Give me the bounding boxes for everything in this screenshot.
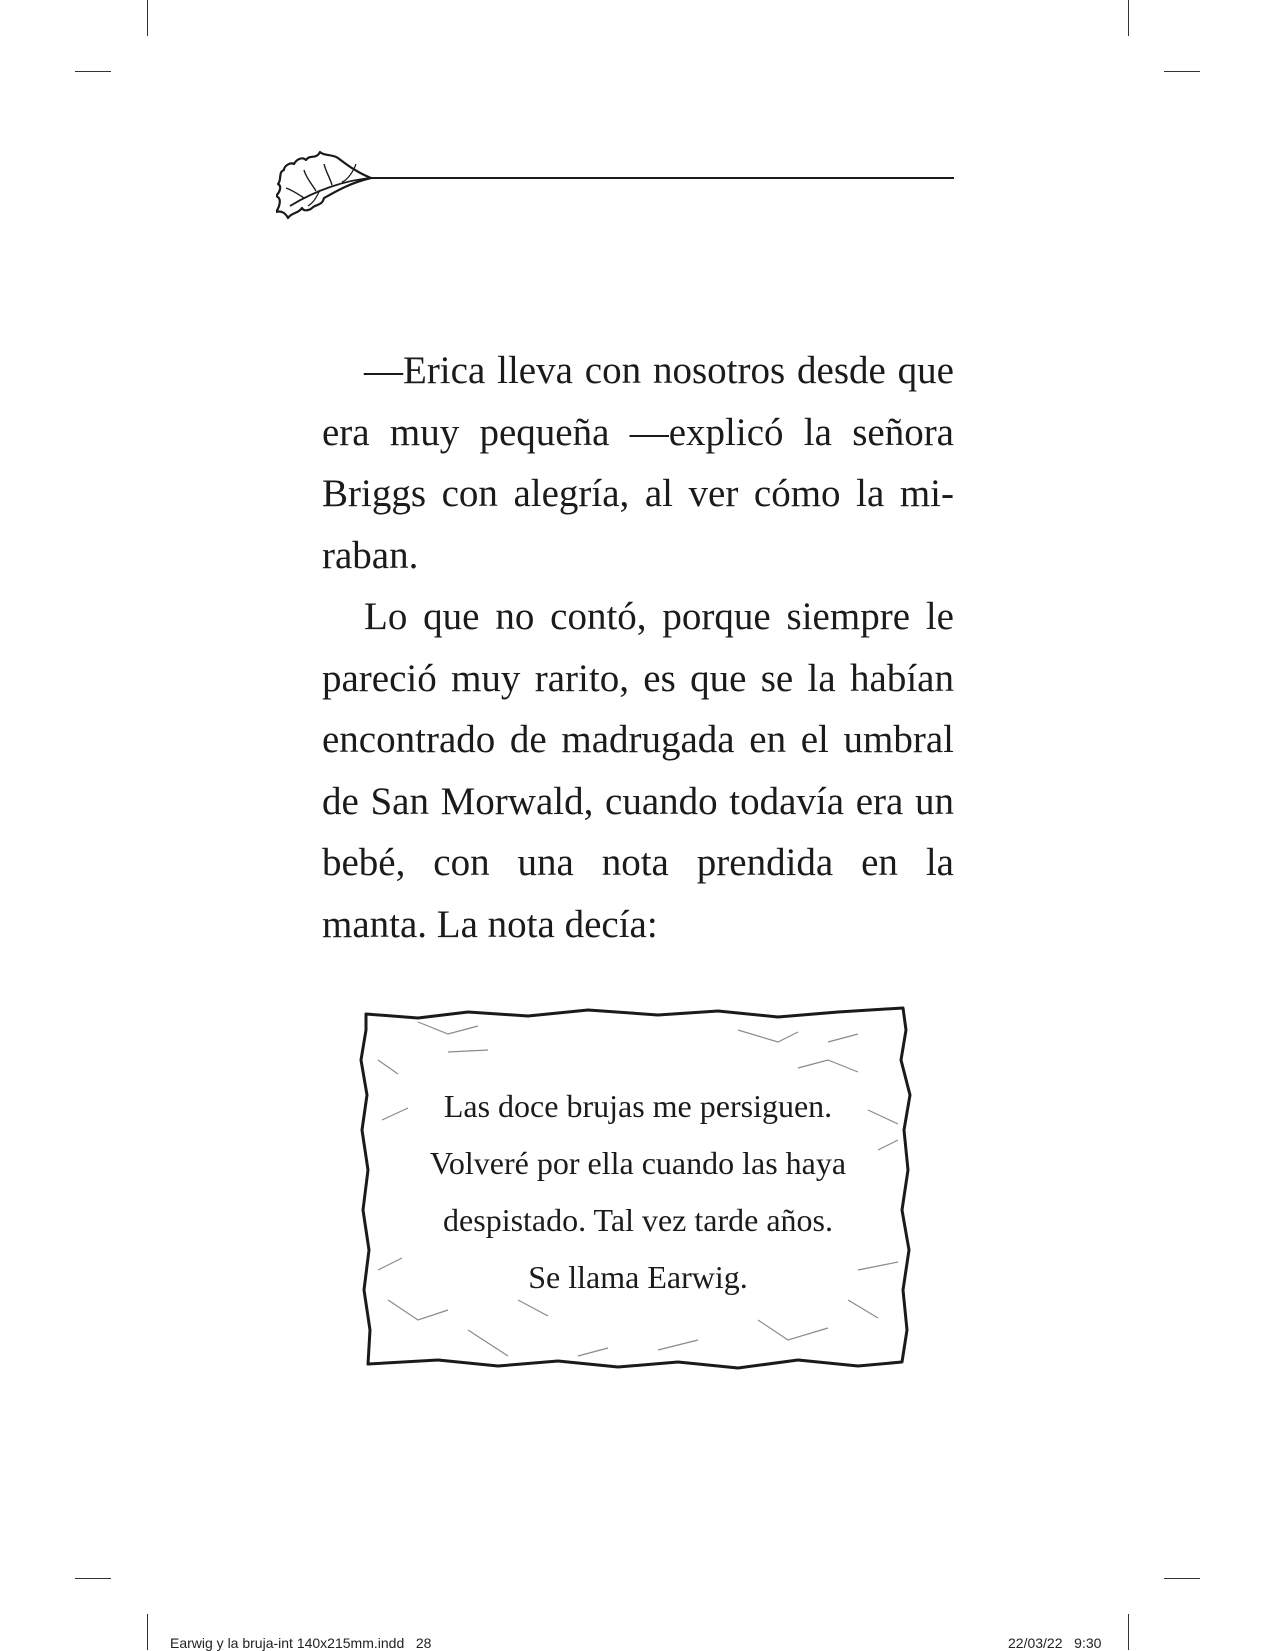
crop-mark-top-right-vertical xyxy=(1128,0,1129,36)
leaf-icon xyxy=(276,150,956,230)
paragraph: Lo que no contó, porque siempre le pareció muy rarito, es que se la habían encontrado de madrugada en el umbral de San Morwald, cuando todavía era un bebé, con una nota prendida en la manta. La nota decía: xyxy=(322,595,954,946)
body-text xyxy=(322,340,954,955)
note-line: Se llama Earwig. xyxy=(528,1259,748,1295)
crop-mark-bottom-left-horizontal xyxy=(75,1578,111,1579)
paragraph: —Erica lleva con nosotros desde que era muy pequeña —explicó la señora Briggs con alegría, al ver cómo la miraban. xyxy=(322,349,954,577)
note-line: Las doce brujas me persiguen. xyxy=(443,1088,833,1124)
crop-mark-top-left-vertical xyxy=(147,0,148,36)
note-text xyxy=(378,1078,898,1306)
note-line: Volveré por ella cuando las haya xyxy=(429,1145,847,1181)
slug-datetime: 22/03/22 9:30 xyxy=(1008,1635,1102,1651)
crop-mark-bottom-left-vertical xyxy=(147,1614,148,1650)
torn-note xyxy=(358,1000,918,1380)
slug-file-label: Earwig y la bruja-int 140x215mm.indd 28 xyxy=(170,1635,432,1651)
crop-mark-bottom-right-horizontal xyxy=(1164,1578,1200,1579)
crop-mark-top-right-horizontal xyxy=(1164,71,1200,72)
crop-mark-bottom-right-vertical xyxy=(1128,1614,1129,1650)
crop-mark-top-left-horizontal xyxy=(75,71,111,72)
chapter-ornament xyxy=(276,150,956,230)
note-line: despistado. Tal vez tarde años. xyxy=(443,1202,833,1238)
